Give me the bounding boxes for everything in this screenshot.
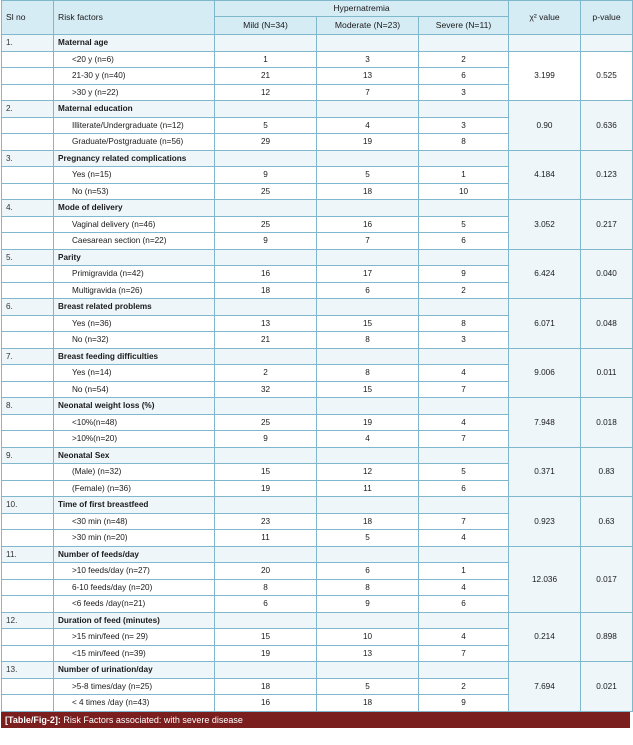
count-cell: 3 [317,51,419,68]
row-sl-no: 4. [2,200,54,217]
count-cell: 6 [317,563,419,580]
count-cell [317,612,419,629]
count-cell: 10 [317,629,419,646]
category-label: <20 y (n=6) [54,51,215,68]
count-cell: 25 [215,216,317,233]
count-cell: 7 [419,513,509,530]
risk-factor-name: Neonatal Sex [54,447,215,464]
count-cell: 16 [215,695,317,712]
table-row [2,447,633,464]
risk-factor-name: Time of first breastfeed [54,497,215,514]
row-sl-no [2,596,54,613]
count-cell: 19 [215,645,317,662]
count-cell: 2 [215,365,317,382]
count-cell: 15 [215,629,317,646]
count-cell [215,35,317,52]
table-row [2,348,633,365]
category-label: Multigravida (n=26) [54,282,215,299]
risk-factor-name: Pregnancy related complications [54,150,215,167]
category-label: >15 min/feed (n= 29) [54,629,215,646]
count-cell: 9 [215,233,317,250]
risk-factor-name: Number of urination/day [54,662,215,679]
header-sl-no: Sl no [2,1,54,35]
row-sl-no [2,678,54,695]
header-moderate: Moderate (N=23) [317,17,419,35]
row-sl-no: 7. [2,348,54,365]
count-cell: 15 [317,315,419,332]
category-label: >5-8 times/day (n=25) [54,678,215,695]
count-cell: 10 [419,183,509,200]
risk-factor-name: Parity [54,249,215,266]
count-cell: 32 [215,381,317,398]
risk-factor-name: Maternal age [54,35,215,52]
count-cell: 19 [317,414,419,431]
category-label: >30 y (n=22) [54,84,215,101]
p-value: 0.63 [581,497,633,547]
count-cell: 6 [419,596,509,613]
count-cell: 7 [419,645,509,662]
count-cell [317,101,419,118]
count-cell: 9 [215,167,317,184]
count-cell: 17 [317,266,419,283]
count-cell [419,662,509,679]
row-sl-no [2,530,54,547]
count-cell: 18 [215,678,317,695]
count-cell: 13 [317,645,419,662]
count-cell [317,447,419,464]
count-cell: 7 [317,233,419,250]
count-cell: 5 [317,678,419,695]
count-cell: 8 [317,365,419,382]
row-sl-no [2,51,54,68]
row-sl-no [2,84,54,101]
table-row [2,249,633,266]
count-cell: 13 [317,68,419,85]
row-sl-no: 12. [2,612,54,629]
count-cell [419,348,509,365]
count-cell [419,546,509,563]
row-sl-no: 9. [2,447,54,464]
count-cell: 7 [419,431,509,448]
table-row [2,612,633,629]
count-cell: 1 [419,563,509,580]
table-row [2,497,633,514]
count-cell: 4 [317,117,419,134]
row-sl-no [2,480,54,497]
count-cell [215,299,317,316]
p-value [581,35,633,52]
chi-square-value: 6.424 [509,249,581,299]
count-cell: 4 [317,431,419,448]
count-cell [317,200,419,217]
count-cell: 6 [419,233,509,250]
chi-square-value [509,35,581,52]
count-cell: 1 [215,51,317,68]
table-header-row [2,1,633,17]
category-label: 21-30 y (n=40) [54,68,215,85]
row-sl-no [2,266,54,283]
row-sl-no [2,629,54,646]
category-label: <6 feeds /day(n=21) [54,596,215,613]
count-cell [317,662,419,679]
count-cell [215,101,317,118]
count-cell [317,497,419,514]
row-sl-no [2,332,54,349]
category-label: >30 min (n=20) [54,530,215,547]
p-value: 0.217 [581,200,633,250]
p-value: 0.048 [581,299,633,349]
count-cell: 19 [317,134,419,151]
count-cell [215,150,317,167]
count-cell: 12 [317,464,419,481]
category-label: <10%(n=48) [54,414,215,431]
count-cell [419,35,509,52]
row-sl-no [2,134,54,151]
count-cell [215,612,317,629]
chi-square-value: 12.036 [509,546,581,612]
table-row [2,51,633,68]
count-cell: 16 [215,266,317,283]
row-sl-no [2,315,54,332]
count-cell: 6 [317,282,419,299]
count-cell: 11 [317,480,419,497]
category-label: >10 feeds/day (n=27) [54,563,215,580]
count-cell [215,398,317,415]
p-value: 0.636 [581,101,633,151]
chi-square-value: 7.694 [509,662,581,712]
count-cell [419,299,509,316]
category-label: Vaginal delivery (n=46) [54,216,215,233]
count-cell: 16 [317,216,419,233]
category-label: Yes (n=14) [54,365,215,382]
chi-square-value: 0.214 [509,612,581,662]
p-value: 0.017 [581,546,633,612]
category-label: No (n=32) [54,332,215,349]
count-cell: 3 [419,117,509,134]
header-mild: Mild (N=34) [215,17,317,35]
category-label: Yes (n=36) [54,315,215,332]
count-cell [419,150,509,167]
count-cell: 2 [419,51,509,68]
row-sl-no [2,414,54,431]
count-cell: 3 [419,332,509,349]
risk-factor-name: Neonatal weight loss (%) [54,398,215,415]
count-cell: 25 [215,183,317,200]
count-cell [215,348,317,365]
row-sl-no: 10. [2,497,54,514]
count-cell [317,546,419,563]
count-cell: 13 [215,315,317,332]
row-sl-no [2,216,54,233]
risk-factor-name: Duration of feed (minutes) [54,612,215,629]
count-cell: 8 [317,579,419,596]
category-label: >10%(n=20) [54,431,215,448]
count-cell: 5 [419,216,509,233]
count-cell [215,546,317,563]
category-label: No (n=54) [54,381,215,398]
count-cell: 21 [215,68,317,85]
count-cell [317,398,419,415]
count-cell: 8 [215,579,317,596]
count-cell: 5 [419,464,509,481]
count-cell [419,612,509,629]
p-value: 0.040 [581,249,633,299]
caption-ref: [Table/Fig-2]: [5,714,61,725]
count-cell: 4 [419,414,509,431]
risk-factor-table-figure [1,0,632,728]
count-cell: 5 [317,167,419,184]
count-cell [419,249,509,266]
header-hypernatremia: Hypernatremia [215,1,509,17]
category-label: Illiterate/Undergraduate (n=12) [54,117,215,134]
count-cell [215,662,317,679]
category-label: <15 min/feed (n=39) [54,645,215,662]
chi-square-value: 0.923 [509,497,581,547]
row-sl-no: 1. [2,35,54,52]
count-cell: 23 [215,513,317,530]
risk-factor-name: Breast related problems [54,299,215,316]
category-label: Primigravida (n=42) [54,266,215,283]
row-sl-no: 6. [2,299,54,316]
category-label: Graduate/Postgraduate (n=56) [54,134,215,151]
chi-square-value: 9.006 [509,348,581,398]
count-cell [317,299,419,316]
count-cell: 25 [215,414,317,431]
row-sl-no [2,579,54,596]
count-cell: 5 [215,117,317,134]
row-sl-no [2,365,54,382]
table-row [2,398,633,415]
p-value: 0.021 [581,662,633,712]
count-cell: 21 [215,332,317,349]
chi-square-value: 3.199 [509,51,581,101]
count-cell [215,249,317,266]
count-cell: 18 [317,695,419,712]
header-risk-factors: Risk factors [54,1,215,35]
table-row [2,299,633,316]
row-sl-no [2,167,54,184]
row-sl-no [2,117,54,134]
table-row [2,101,633,118]
category-label: (Male) (n=32) [54,464,215,481]
count-cell [419,398,509,415]
table-body [2,35,633,712]
count-cell: 7 [419,381,509,398]
count-cell [419,101,509,118]
count-cell: 18 [215,282,317,299]
count-cell: 4 [419,365,509,382]
row-sl-no [2,233,54,250]
row-sl-no: 8. [2,398,54,415]
count-cell: 5 [317,530,419,547]
row-sl-no [2,183,54,200]
table-caption [1,712,630,728]
table-row [2,150,633,167]
row-sl-no [2,68,54,85]
count-cell [317,348,419,365]
table-row [2,662,633,679]
risk-factors-table [1,0,633,712]
row-sl-no [2,381,54,398]
count-cell: 15 [215,464,317,481]
count-cell: 2 [419,678,509,695]
count-cell: 3 [419,84,509,101]
table-row [2,35,633,52]
p-value: 0.011 [581,348,633,398]
chi-square-value: 3.052 [509,200,581,250]
count-cell [317,35,419,52]
row-sl-no: 3. [2,150,54,167]
count-cell [215,200,317,217]
count-cell: 1 [419,167,509,184]
count-cell: 18 [317,513,419,530]
category-label: <30 min (n=48) [54,513,215,530]
risk-factor-name: Maternal education [54,101,215,118]
count-cell: 4 [419,629,509,646]
count-cell [215,447,317,464]
category-label: 6-10 feeds/day (n=20) [54,579,215,596]
category-label: Caesarean section (n=22) [54,233,215,250]
row-sl-no [2,563,54,580]
chi-square-value: 7.948 [509,398,581,448]
row-sl-no [2,695,54,712]
count-cell: 12 [215,84,317,101]
count-cell [419,497,509,514]
chi-square-value: 0.371 [509,447,581,497]
category-label: (Female) (n=36) [54,480,215,497]
count-cell: 8 [419,315,509,332]
count-cell: 9 [419,266,509,283]
row-sl-no: 13. [2,662,54,679]
p-value: 0.83 [581,447,633,497]
chi-square-value: 0.90 [509,101,581,151]
count-cell: 2 [419,282,509,299]
count-cell: 9 [215,431,317,448]
p-value: 0.525 [581,51,633,101]
row-sl-no [2,645,54,662]
row-sl-no [2,464,54,481]
count-cell [215,497,317,514]
count-cell: 4 [419,579,509,596]
header-p-value: p-value [581,1,633,35]
row-sl-no [2,513,54,530]
count-cell: 6 [419,480,509,497]
count-cell: 8 [317,332,419,349]
count-cell [317,150,419,167]
row-sl-no [2,431,54,448]
count-cell: 18 [317,183,419,200]
row-sl-no: 2. [2,101,54,118]
caption-text: Risk Factors associated: with severe disease [63,714,243,725]
row-sl-no: 11. [2,546,54,563]
count-cell: 7 [317,84,419,101]
header-chi-square: χ² value [509,1,581,35]
p-value: 0.123 [581,150,633,200]
risk-factor-name: Breast feeding difficulties [54,348,215,365]
p-value: 0.018 [581,398,633,448]
count-cell: 9 [317,596,419,613]
table-row [2,546,633,563]
count-cell [419,200,509,217]
category-label: No (n=53) [54,183,215,200]
category-label: < 4 times /day (n=43) [54,695,215,712]
count-cell: 6 [419,68,509,85]
count-cell [419,447,509,464]
count-cell: 6 [215,596,317,613]
row-sl-no: 5. [2,249,54,266]
count-cell: 9 [419,695,509,712]
category-label: Yes (n=15) [54,167,215,184]
count-cell: 8 [419,134,509,151]
count-cell: 29 [215,134,317,151]
row-sl-no [2,282,54,299]
chi-square-value: 4.184 [509,150,581,200]
table-row [2,200,633,217]
header-severe: Severe (N=11) [419,17,509,35]
count-cell: 20 [215,563,317,580]
count-cell: 4 [419,530,509,547]
risk-factor-name: Number of feeds/day [54,546,215,563]
chi-square-value: 6.071 [509,299,581,349]
count-cell [317,249,419,266]
risk-factor-name: Mode of delivery [54,200,215,217]
p-value: 0.898 [581,612,633,662]
count-cell: 15 [317,381,419,398]
count-cell: 19 [215,480,317,497]
count-cell: 11 [215,530,317,547]
